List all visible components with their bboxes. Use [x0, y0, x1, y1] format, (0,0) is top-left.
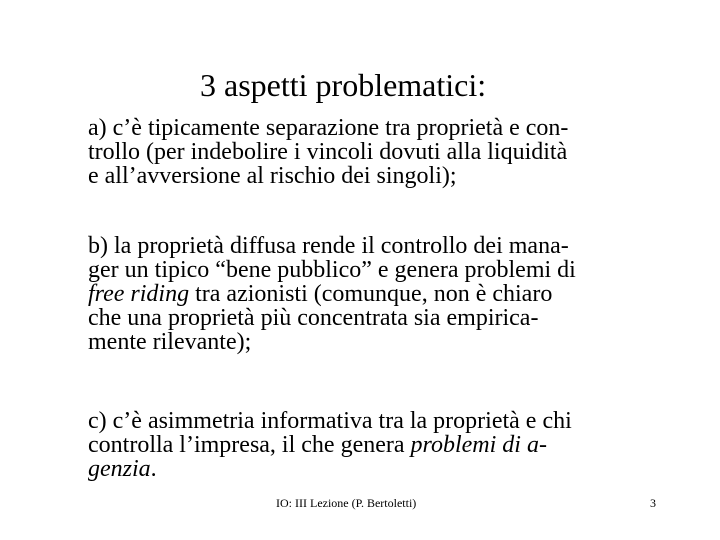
point-b-line-1: b) la proprietà diffusa rende il controllo dei mana-	[88, 233, 569, 259]
point-a-line-1: a) c’è tipicamente separazione tra proprietà e con-	[88, 115, 569, 141]
point-c-line-1: c) c’è asimmetria informativa tra la proprietà e chi	[88, 408, 572, 434]
point-a	[88, 116, 668, 188]
agency-problems-term-cont: genzia	[88, 456, 151, 482]
point-b	[88, 234, 668, 354]
footer-caption: IO: III Lezione (P. Bertoletti)	[276, 496, 417, 510]
point-a-line-3: e all’avversione al rischio dei singoli);	[88, 163, 457, 189]
point-b-line-5: mente rilevante);	[88, 329, 252, 355]
point-b-line-3: free riding tra azionisti (comunque, non è chiaro	[88, 281, 553, 307]
slide-title: 3 aspetti problematici:	[200, 67, 487, 103]
point-c-line-2: controlla l’impresa, il che genera problemi di a-	[88, 432, 547, 458]
free-riding-term: free riding	[88, 281, 190, 307]
point-a-line-2: trollo (per indebolire i vincoli dovuti alla liquidità	[88, 139, 568, 165]
point-b-line-4: che una proprietà più concentrata sia empirica-	[88, 305, 539, 331]
point-c	[88, 409, 668, 481]
agency-problems-term: problemi di a-	[410, 432, 547, 458]
point-c-line-3: genzia.	[88, 456, 157, 482]
point-b-line-2: ger un tipico “bene pubblico” e genera problemi di	[88, 257, 576, 283]
page-number: 3	[650, 496, 656, 510]
